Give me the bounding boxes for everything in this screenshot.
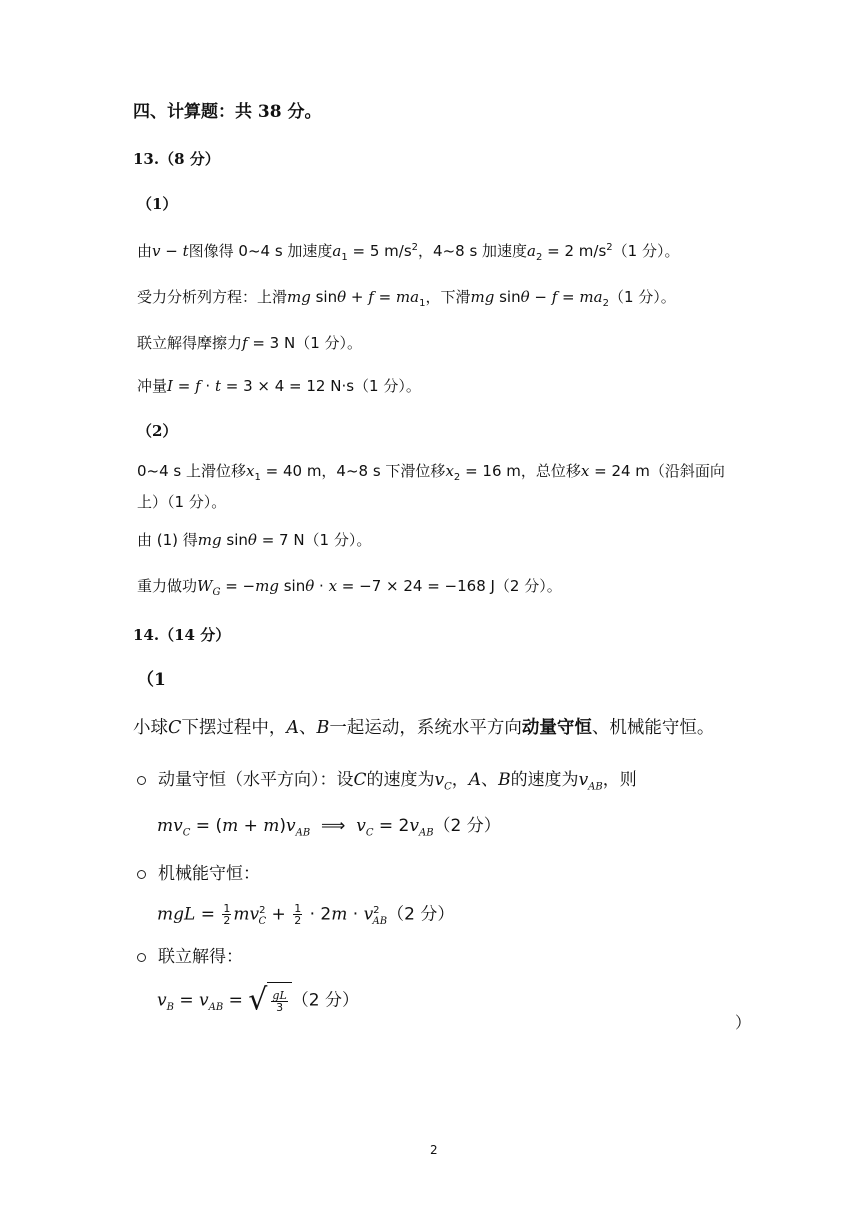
- q13-part2-label: （2）: [137, 422, 178, 440]
- bullet-icon: [137, 870, 146, 879]
- q13-line-displacement-cont: 上）（1 分）。: [137, 493, 227, 511]
- q13-line-acceleration: 由v − t图像得 0~4 s 加速度$a_1 = 5$ $m/s^2$，4~8 s 加速度$a_2 = 2$ $m/s^2(1$ 分）。: [137, 242, 680, 263]
- q13-part1-label: （1）: [137, 195, 178, 213]
- q13-line-friction: 联立解得摩擦力f = 3 N（1 分）。: [137, 334, 363, 352]
- q14-bullet-energy: 机械能守恒：: [137, 864, 260, 884]
- q14-eq-energy: mgL = $\frac{1}{2}$ $mv^2_C$ + $\frac{1}{2}$ · $2m \cdot v^2_{AB}(2$ 分）: [157, 902, 455, 928]
- q13-line-gravity-component: 由 (1) 得mg sinθ = 7 N（1 分）。: [137, 531, 372, 549]
- stray-parenthesis: ）: [735, 1013, 752, 1032]
- section-title: 四、计算题：共 38 分。: [133, 102, 322, 122]
- q13-line-impulse: 冲量I = f · t = 3 × 4 = 12 N·s（1 分）。: [137, 377, 421, 395]
- q14-line-intro: 小球C下摆过程中，A、B一起运动，系统水平方向动量守恒、机械能守恒。: [133, 718, 715, 738]
- question-13-heading: 13.（8 分）: [133, 150, 220, 168]
- q14-eq-result: $v_B = v_{AB}$ = √ $\frac{gL}{3}$ （2 分）: [157, 982, 359, 1018]
- q14-eq-momentum: $mv_C = (m + m)v_{AB}$ ⟹ $v_C = 2v_{AB}(2$ 分）: [157, 816, 501, 839]
- question-14-heading: 14.（14 分）: [133, 626, 231, 644]
- q13-line-displacement: 0~4 s 上滑位移$x_1 = 40$ m，4~8 s 下滑位移$x_2 = 16$ m，总位移x = 24 m（沿斜面向: [137, 462, 725, 483]
- bullet-icon: [137, 953, 146, 962]
- q13-line-force-analysis: 受力分析列方程：上滑mg $\sin\theta + f = ma_1$，下滑mg $\sin\theta - f = ma_2(1$ 分）。: [137, 288, 676, 309]
- page-number: 2: [430, 1143, 438, 1157]
- q14-part1-label: （1: [137, 670, 166, 690]
- bullet-icon: [137, 776, 146, 785]
- q14-bullet-solve: 联立解得：: [137, 947, 243, 967]
- q14-bullet-momentum: 动量守恒（水平方向）：设C的速度为$v_C$，A、B的速度为$v_{AB}$，则: [137, 770, 637, 797]
- q13-line-gravity-work: 重力做功$W_G = -mg$ sinθ · x = −7 × 24 = −168 J（2 分）。: [137, 577, 562, 598]
